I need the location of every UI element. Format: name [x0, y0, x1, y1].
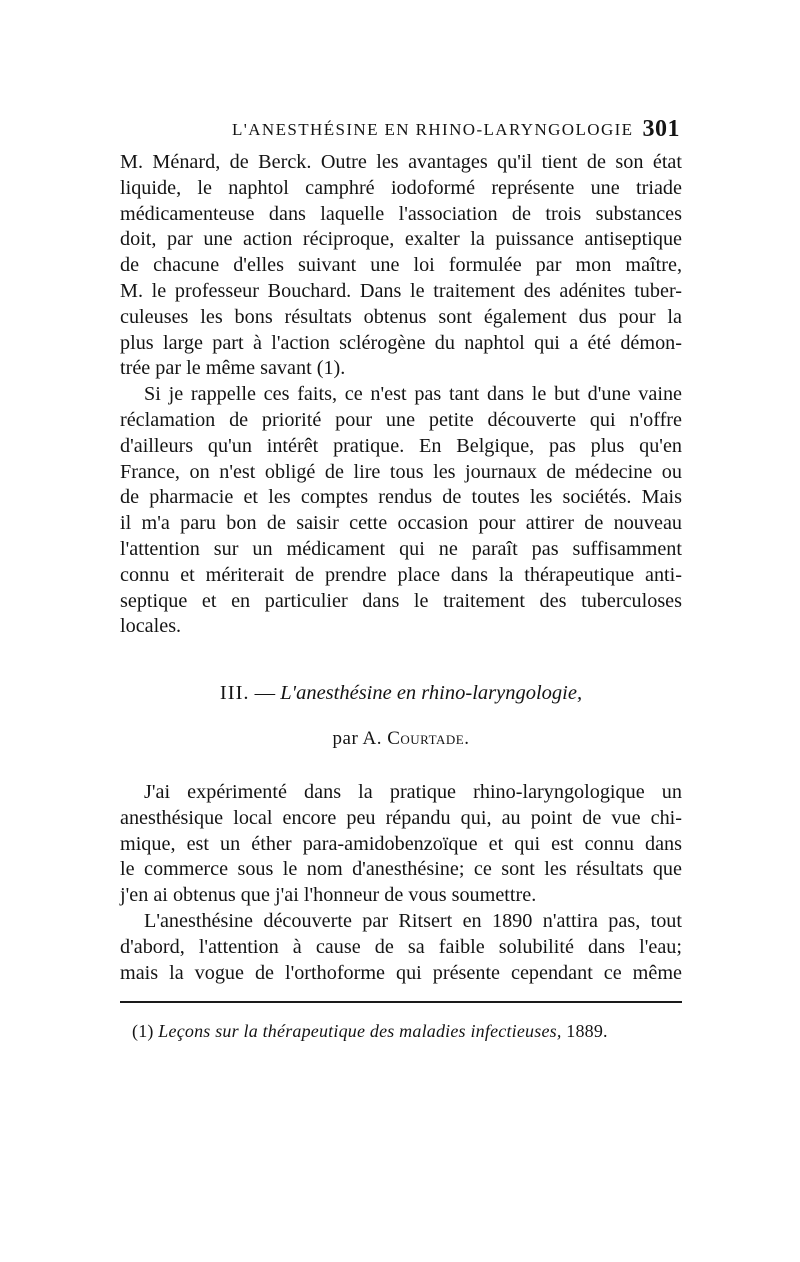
text-line: Si je rappelle ces faits, ce n'est pas tant dans le but d'une vaine	[144, 383, 682, 406]
text-line: J'ai expérimenté dans la pratique rhino-laryngologique un	[144, 781, 682, 803]
author-prefix: par A.	[332, 728, 388, 749]
text-line: anesthésique local encore peu répandu qui, au point de vue chi-	[120, 806, 682, 829]
footnote-divider	[120, 1001, 682, 1003]
text-line: locales.	[120, 615, 182, 638]
running-head: L'ANESTHÉSINE EN RHINO-LARYNGOLOGIE	[232, 120, 634, 139]
section-dash: —	[254, 682, 276, 704]
text-line: médicamenteuse dans laquelle l'association de trois substances	[120, 202, 682, 225]
body-text-lower	[120, 780, 682, 986]
text-line: mique, est un éther para-amidobenzoïque et qui est connu dans	[120, 832, 682, 855]
section-title	[120, 682, 682, 705]
text-line: liquide, le naphtol camphré iodoformé représente une triade	[120, 176, 682, 199]
text-line: France, on n'est obligé de lire tous les journaux de médecine ou	[120, 460, 682, 483]
author-name: Courtade.	[387, 728, 470, 749]
text-line: l'attention sur un médicament qui ne paraît pas suffisamment	[120, 537, 682, 560]
footnote-title: Leçons sur la thérapeutique des maladies infectieuses,	[158, 1021, 562, 1041]
text-line: de chacune d'elles suivant une loi formulée par mon maître,	[120, 254, 682, 277]
text-line: plus large part à l'action sclérogène du naphtol qui a été démon-	[120, 331, 682, 354]
paragraph-end	[120, 614, 682, 640]
text-line: j'en ai obtenus que j'ai l'honneur de vous soumettre.	[120, 884, 537, 907]
text-line: trée par le même savant (1).	[120, 357, 346, 380]
text-line: doit, par une action réciproque, exalter la puissance antiseptique	[120, 228, 682, 251]
paragraph	[120, 909, 682, 986]
text-line: M. Ménard, de Berck. Outre les avantages qu'il tient de son état	[120, 151, 682, 173]
text-line: d'ailleurs qu'un intérêt pratique. En Belgique, pas plus qu'en	[120, 434, 682, 457]
text-line: culeuses les bons résultats obtenus sont également dus pour la	[120, 305, 682, 328]
paragraph-end	[120, 883, 682, 909]
section-number: III.	[219, 682, 250, 704]
paragraph	[120, 780, 682, 883]
body-text-upper	[120, 150, 682, 640]
text-line: connu et mériterait de prendre place dans la thérapeutique anti-	[120, 563, 682, 586]
text-line: M. le professeur Bouchard. Dans le traitement des adénites tuber-	[120, 279, 682, 302]
text-line: d'abord, l'attention à cause de sa faible solubilité dans l'eau;	[120, 935, 682, 958]
footnote	[132, 1021, 608, 1042]
text-line: L'anesthésine découverte par Ritsert en 1890 n'attira pas, tout	[144, 909, 682, 932]
footnote-year: 1889.	[566, 1021, 608, 1041]
text-line: septique et en particulier dans le traitement des tuberculoses	[120, 589, 682, 612]
section-title-text: L'anesthésine en rhino-laryngologie,	[280, 682, 583, 704]
paragraph-end	[120, 356, 682, 382]
page-number: 301	[642, 116, 680, 142]
footnote-marker: (1)	[132, 1021, 154, 1041]
section-author	[120, 728, 682, 750]
paragraph	[120, 150, 682, 356]
text-line: de pharmacie et les comptes rendus de toutes les sociétés. Mais	[120, 486, 682, 509]
page-header	[120, 116, 682, 146]
text-line: il m'a paru bon de saisir cette occasion pour attirer de nouveau	[120, 512, 682, 535]
text-line: réclamation de priorité pour une petite découverte qui n'offre	[120, 408, 682, 431]
paragraph	[120, 382, 682, 614]
text-line: mais la vogue de l'orthoforme qui présente cependant ce même	[120, 961, 682, 984]
text-line: le commerce sous le nom d'anesthésine; ce sont les résultats que	[120, 858, 682, 881]
